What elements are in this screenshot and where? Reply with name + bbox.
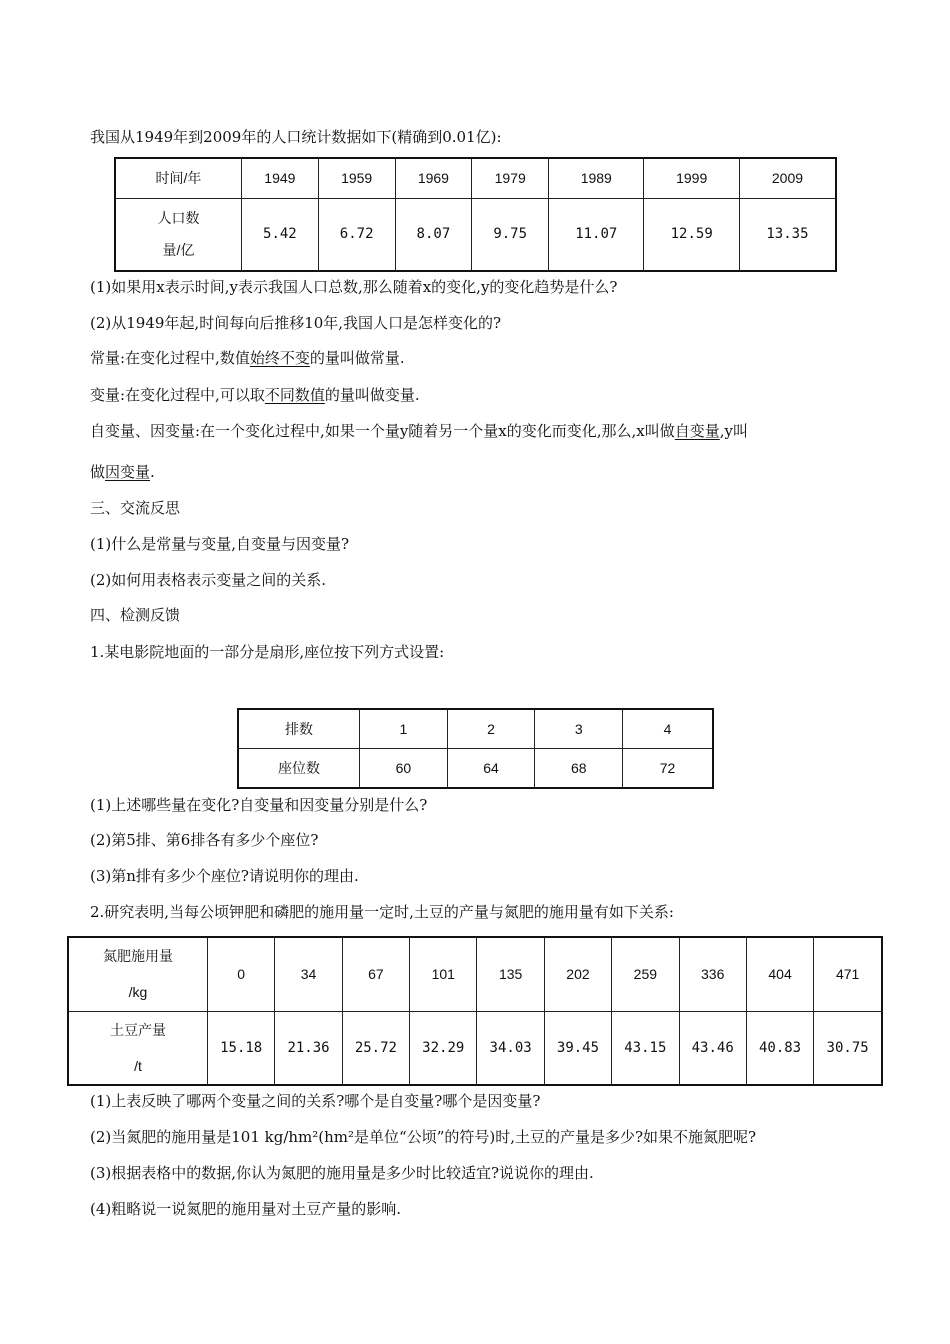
row-number-cell: 4: [623, 709, 713, 749]
problem-1-question: (1)上述哪些量在变化?自变量和因变量分别是什么?: [90, 796, 428, 814]
row-number-cell: 1: [360, 709, 448, 749]
nitrogen-cell: 202: [544, 937, 611, 1011]
nitrogen-cell: 336: [679, 937, 746, 1011]
yield-cell: 34.03: [477, 1011, 544, 1085]
reflection-question: (2)如何用表格表示变量之间的关系.: [90, 571, 327, 589]
year-cell: 1989: [549, 158, 644, 198]
yield-cell: 25.72: [342, 1011, 409, 1085]
nitrogen-cell: 471: [814, 937, 882, 1011]
yield-cell: 43.15: [612, 1011, 679, 1085]
section-heading: 四、检测反馈: [90, 606, 181, 624]
row-number-cell: 3: [535, 709, 623, 749]
year-cell: 1999: [644, 158, 739, 198]
question-1: (1)如果用x表示时间,y表示我国人口总数,那么随着x的变化,y的变化趋势是什么?: [90, 278, 618, 296]
population-cell: 13.35: [739, 198, 836, 271]
seat-count-cell: 60: [360, 749, 448, 789]
row-label-line: /kg: [128, 984, 148, 1001]
table-row: [238, 709, 713, 749]
yield-cell: 15.18: [208, 1011, 275, 1085]
population-table: [114, 157, 837, 272]
year-cell: 1969: [395, 158, 472, 198]
table-row: [68, 1011, 882, 1085]
year-cell: 2009: [739, 158, 836, 198]
seating-table: [237, 708, 714, 789]
table-row-label: [68, 937, 208, 1011]
potato-yield-table: [67, 936, 883, 1086]
nitrogen-cell: 34: [275, 937, 342, 1011]
population-cell: 12.59: [644, 198, 739, 271]
seat-count-cell: 72: [623, 749, 713, 789]
text: 常量:在变化过程中,数值: [90, 349, 250, 367]
problem-2-question: (3)根据表格中的数据,你认为氮肥的施用量是多少时比较适宜?说说你的理由.: [90, 1164, 594, 1182]
underlined-term: 因变量: [105, 463, 151, 481]
text: 的量叫做常量.: [309, 349, 405, 367]
problem-1: 1.某电影院地面的一部分是扇形,座位按下列方式设置:: [90, 643, 445, 661]
population-cell: 11.07: [549, 198, 644, 271]
nitrogen-cell: 101: [410, 937, 477, 1011]
population-cell: 8.07: [395, 198, 472, 271]
table-row-label: [68, 1011, 208, 1085]
text: 自变量、因变量:在一个变化过程中,如果一个量y随着另一个量x的变化而变化,那么,x叫做: [90, 422, 675, 440]
population-cell: 6.72: [318, 198, 395, 271]
underlined-term: 自变量: [674, 422, 720, 440]
intro-text: 我国从1949年到2009年的人口统计数据如下(精确到0.01亿):: [90, 128, 502, 146]
yield-cell: 39.45: [544, 1011, 611, 1085]
definition-dependent: [90, 462, 155, 482]
definition-constant: [90, 348, 405, 368]
yield-cell: 40.83: [746, 1011, 813, 1085]
yield-cell: 32.29: [410, 1011, 477, 1085]
row-number-cell: 2: [447, 709, 535, 749]
problem-2-question: (2)当氮肥的施用量是101 kg/hm²(hm²是单位“公顷”的符号)时,土豆的产量是多少?如果不施氮肥呢?: [90, 1128, 757, 1146]
table-header-cell: 时间/年: [115, 158, 242, 198]
yield-cell: 43.46: [679, 1011, 746, 1085]
yield-cell: 30.75: [814, 1011, 882, 1085]
definition-independent: [90, 421, 748, 441]
text: 变量:在变化过程中,可以取: [90, 386, 265, 404]
underlined-term: 始终不变: [249, 349, 310, 367]
table-row-label: 座位数: [238, 749, 360, 789]
table-row: [115, 158, 836, 198]
nitrogen-cell: 259: [612, 937, 679, 1011]
seat-count-cell: 68: [535, 749, 623, 789]
population-cell: 5.42: [242, 198, 319, 271]
text: ,y叫: [719, 422, 749, 440]
question-2: (2)从1949年起,时间每向后推移10年,我国人口是怎样变化的?: [90, 314, 502, 332]
row-label-line: 量/亿: [162, 242, 195, 259]
problem-1-question: (2)第5排、第6排各有多少个座位?: [90, 831, 319, 849]
text: .: [150, 463, 155, 481]
row-label-line: /t: [134, 1057, 142, 1074]
text: 做: [90, 463, 106, 481]
yield-cell: 21.36: [275, 1011, 342, 1085]
population-cell: 9.75: [472, 198, 549, 271]
text: 的量叫做变量.: [324, 386, 420, 404]
reflection-question: (1)什么是常量与变量,自变量与因变量?: [90, 535, 350, 553]
table-row-label: [115, 198, 242, 271]
seat-count-cell: 64: [447, 749, 535, 789]
table-row: [238, 749, 713, 789]
underlined-term: 不同数值: [264, 386, 325, 404]
nitrogen-cell: 0: [208, 937, 275, 1011]
table-row: [115, 198, 836, 271]
problem-2-question: (1)上表反映了哪两个变量之间的关系?哪个是自变量?哪个是因变量?: [90, 1092, 541, 1110]
year-cell: 1979: [472, 158, 549, 198]
nitrogen-cell: 135: [477, 937, 544, 1011]
section-heading: 三、交流反思: [90, 499, 181, 517]
nitrogen-cell: 404: [746, 937, 813, 1011]
year-cell: 1949: [242, 158, 319, 198]
row-label-line: 氮肥施用量: [103, 948, 173, 965]
row-label-line: 土豆产量: [110, 1021, 166, 1038]
problem-2: 2.研究表明,当每公顷钾肥和磷肥的施用量一定时,土豆的产量与氮肥的施用量有如下关系:: [90, 903, 674, 921]
definition-variable: [90, 385, 420, 405]
year-cell: 1959: [318, 158, 395, 198]
problem-2-question: (4)粗略说一说氮肥的施用量对土豆产量的影响.: [90, 1200, 402, 1218]
row-label-line: 人口数: [157, 210, 200, 227]
table-row-label: 排数: [238, 709, 360, 749]
problem-1-question: (3)第n排有多少个座位?请说明你的理由.: [90, 867, 359, 885]
table-row: [68, 937, 882, 1011]
nitrogen-cell: 67: [342, 937, 409, 1011]
